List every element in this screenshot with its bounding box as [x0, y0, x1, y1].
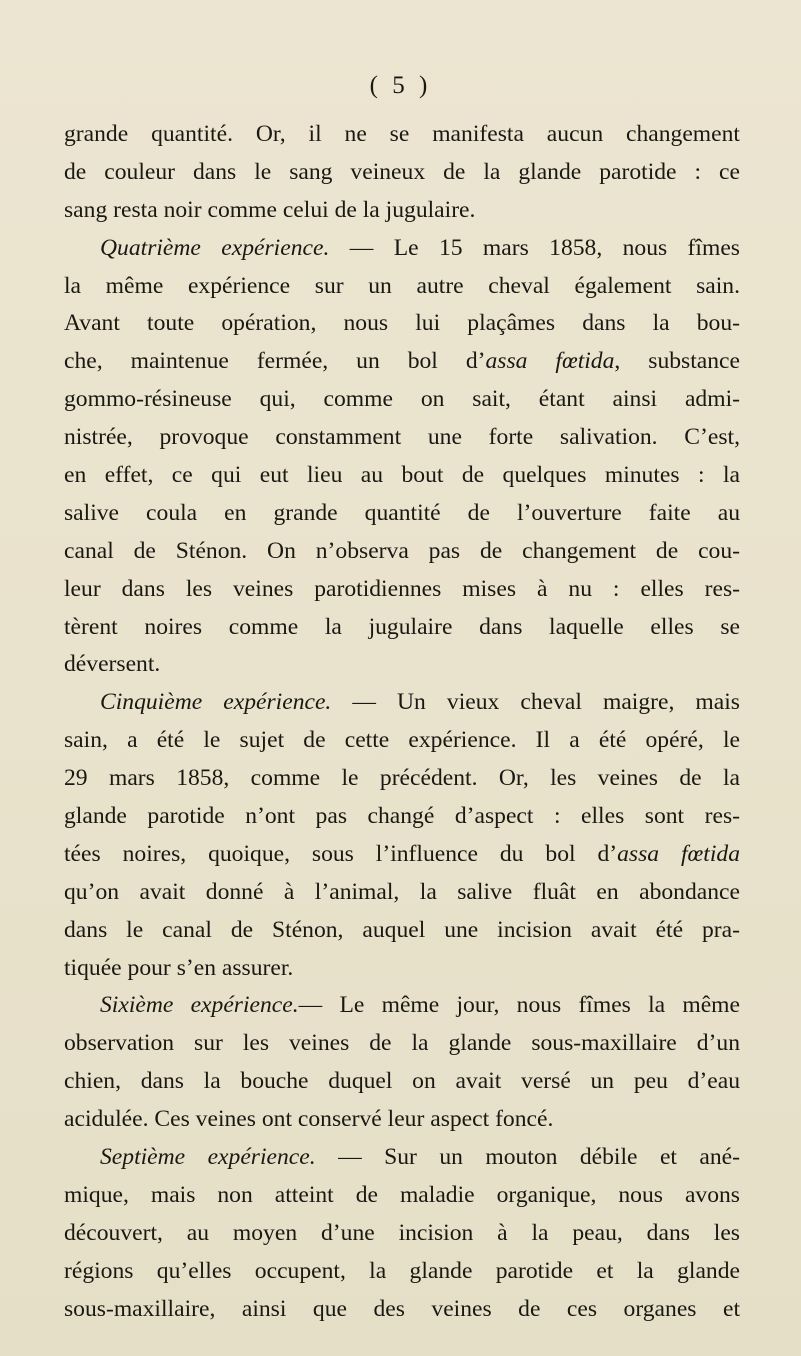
text-line: tèrent noires comme la jugulaire dans laquelle elles se: [64, 613, 740, 640]
text-line: Avant toute opération, nous lui plaçâmes dans la bou-: [64, 310, 740, 337]
text-line: mique, mais non atteint de maladie organique, nous avons: [64, 1181, 740, 1208]
text-line: salive coula en grande quantité de l’ouverture faite au: [64, 499, 740, 526]
text-line: tées noires, quoique, sous l’influence du bol d’assa fœtida: [64, 840, 740, 867]
text-line: qu’on avait donné à l’animal, la salive fluât en abondance: [64, 878, 740, 905]
text-line: leur dans les veines parotidiennes mises à nu : elles res-: [64, 575, 740, 602]
experiment-heading: Septième expérience.: [100, 1144, 316, 1171]
page-number: ( 5 ): [369, 72, 432, 99]
text-line: che, maintenue fermée, un bol d’assa fœtida, substance: [64, 348, 740, 375]
text-line: nistrée, provoque constamment une forte salivation. C’est,: [64, 424, 740, 451]
text-line: déversent.: [64, 651, 161, 678]
text-line: observation sur les veines de la glande sous-maxillaire d’un: [64, 1030, 740, 1057]
text-line: gommo-résineuse qui, comme on sait, étant ainsi admi-: [64, 386, 740, 413]
text-line: tiquée pour s’en assurer.: [64, 954, 294, 981]
text-line: sous-maxillaire, ainsi que des veines de ces organes et: [64, 1295, 740, 1322]
text-line: sain, a été le sujet de cette expérience. Il a été opéré, le: [64, 727, 740, 754]
paragraph-start-line: Cinquième expérience. — Un vieux cheval maigre, mais: [100, 689, 740, 716]
experiment-heading: Cinquième expérience.: [100, 689, 332, 716]
paragraph-start-line: Sixième expérience.— Le même jour, nous fîmes la même: [100, 992, 740, 1019]
paragraph-start-line: Septième expérience. — Sur un mouton débile et ané-: [100, 1144, 740, 1171]
text-line: régions qu’elles occupent, la glande parotide et la glande: [64, 1257, 740, 1284]
text-line: chien, dans la bouche duquel on avait versé un peu d’eau: [64, 1068, 740, 1095]
text-line: grande quantité. Or, il ne se manifesta aucun changement: [64, 121, 740, 147]
experiment-heading: Sixième expérience.: [100, 992, 299, 1019]
text-line: glande parotide n’ont pas changé d’aspect : elles sont res-: [64, 803, 740, 830]
text-line: de couleur dans le sang veineux de la glande parotide : ce: [64, 158, 740, 185]
text-line: la même expérience sur un autre cheval également sain.: [64, 272, 740, 299]
text-line: dans le canal de Sténon, auquel une incision avait été pra-: [64, 916, 740, 943]
text-line: acidulée. Ces veines ont conservé leur aspect foncé.: [64, 1106, 554, 1133]
body-text: [64, 116, 740, 1329]
text-line: sang resta noir comme celui de la jugulaire.: [64, 196, 476, 223]
text-line: canal de Sténon. On n’observa pas de changement de cou-: [64, 537, 740, 564]
text-line: 29 mars 1858, comme le précédent. Or, les veines de la: [64, 765, 740, 792]
text-line: en effet, ce qui eut lieu au bout de quelques minutes : la: [64, 462, 740, 489]
text-line: découvert, au moyen d’une incision à la peau, dans les: [64, 1219, 740, 1246]
experiment-heading: Quatrième expérience.: [100, 234, 330, 261]
paragraph-start-line: Quatrième expérience. — Le 15 mars 1858, nous fîmes: [100, 234, 740, 261]
